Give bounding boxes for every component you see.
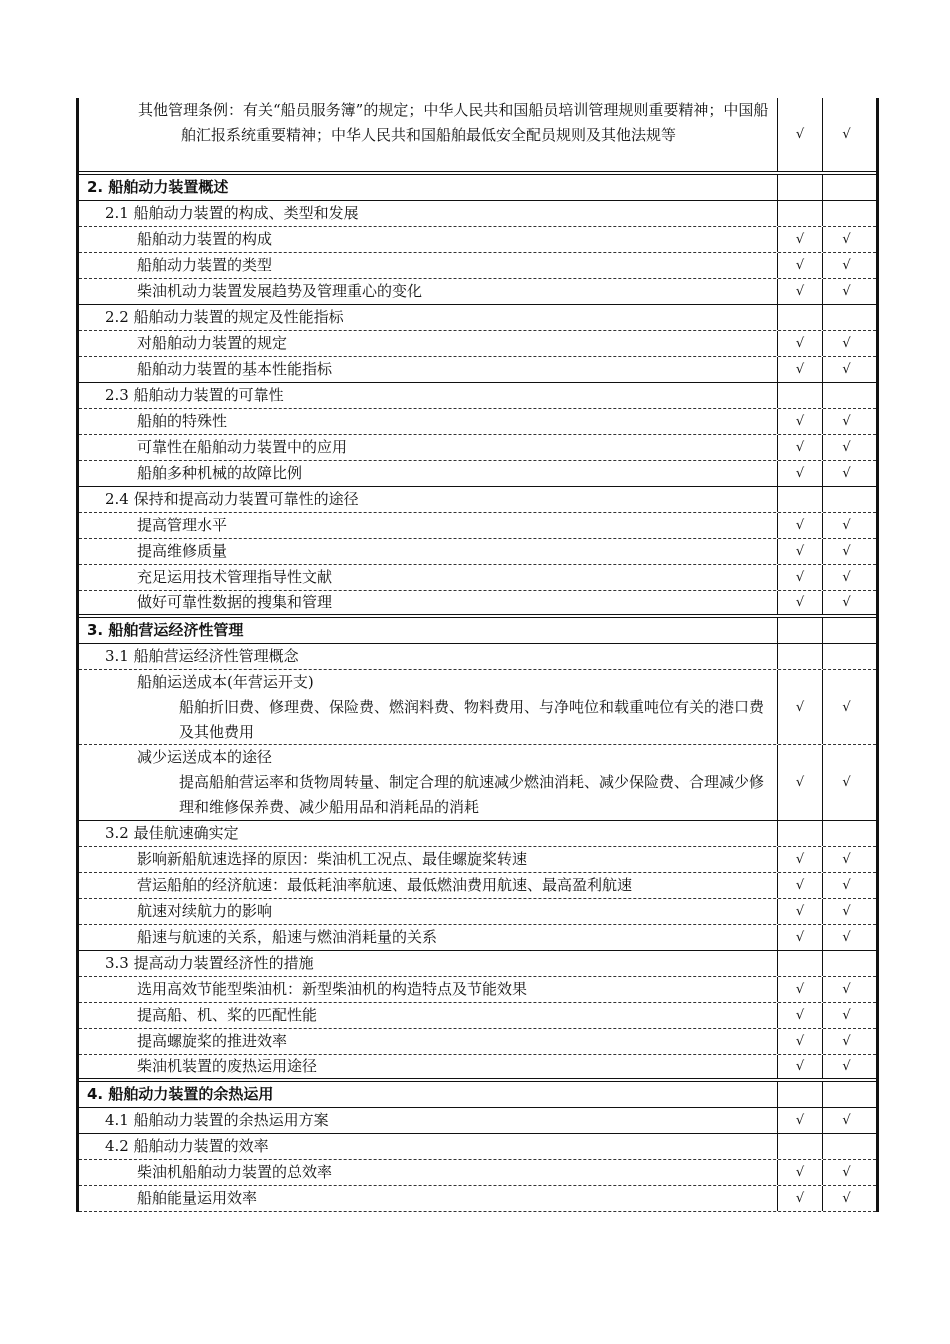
check-mark-col1 <box>778 201 823 226</box>
check-mark-col2: √ <box>842 518 851 533</box>
row-content: 船舶多种机械的故障比例 <box>79 461 778 486</box>
check-mark-col2: √ <box>842 1008 851 1023</box>
check-mark-col2: √ <box>842 284 851 299</box>
row-content: 船速与航速的关系，船速与燃油消耗量的关系 <box>79 925 778 950</box>
check-mark-col2: √ <box>842 878 851 893</box>
row-content: 3.3 提高动力装置经济性的措施 <box>79 951 778 976</box>
table-row <box>79 253 876 279</box>
check-mark-col1: √ <box>778 925 823 950</box>
check-mark-col1: √ <box>778 1055 823 1078</box>
table-row <box>79 383 876 409</box>
check-mark-col2: √ <box>842 466 851 481</box>
row-content: 可靠性在船舶动力装置中的应用 <box>79 435 778 460</box>
row-content: 船舶动力装置的基本性能指标 <box>79 357 778 382</box>
table-row <box>79 1160 876 1186</box>
table-row <box>79 98 876 175</box>
check-mark-col1: √ <box>778 279 823 304</box>
row-content: 3.1 船舶营运经济性管理概念 <box>79 644 778 669</box>
table-row <box>79 461 876 487</box>
table-row <box>79 539 876 565</box>
row-content <box>79 745 778 820</box>
row-content: 其他管理条例：有关“船员服务簿”的规定；中华人民共和国船员培训管理规则重要精神；中国船舶汇报系统重要精神；中华人民共和国船舶最低安全配员规则及其他法规等 <box>79 98 778 171</box>
table-row <box>79 513 876 539</box>
table-row <box>79 487 876 513</box>
check-mark-col2: √ <box>842 336 851 351</box>
row-content: 船舶能量运用效率 <box>79 1186 778 1211</box>
table-row <box>79 1108 876 1134</box>
table-row <box>79 435 876 461</box>
check-mark-col1 <box>778 383 823 408</box>
check-mark-col1 <box>778 175 823 200</box>
item-detail: 船舶折旧费、修理费、保险费、燃润料费、物料费用、与净吨位和载重吨位有关的港口费及其他费用 <box>179 698 765 741</box>
row-content: 3.2 最佳航速确实定 <box>79 821 778 846</box>
check-mark-col1: √ <box>778 1108 823 1133</box>
check-mark-col1: √ <box>778 745 823 820</box>
table-row <box>79 357 876 383</box>
check-mark-col2 <box>823 618 870 643</box>
check-mark-col1: √ <box>778 227 823 252</box>
check-mark-col2: √ <box>842 1191 851 1206</box>
check-mark-col2 <box>823 1082 870 1107</box>
row-content: 提高管理水平 <box>79 513 778 538</box>
row-content: 提高维修质量 <box>79 539 778 564</box>
table-row <box>79 1186 876 1212</box>
check-mark-col2: √ <box>842 1165 851 1180</box>
check-mark-col2: √ <box>842 595 851 610</box>
check-mark-col1: √ <box>778 899 823 924</box>
row-content: 2.3 船舶动力装置的可靠性 <box>79 383 778 408</box>
check-mark-col2: √ <box>842 775 851 790</box>
table-row <box>79 1134 876 1160</box>
check-mark-col2: √ <box>842 232 851 247</box>
row-content: 航速对续航力的影响 <box>79 899 778 924</box>
check-mark-col2: √ <box>842 440 851 455</box>
check-mark-col1: √ <box>778 539 823 564</box>
check-mark-col1 <box>778 644 823 669</box>
table-row <box>79 331 876 357</box>
check-mark-col1: √ <box>778 513 823 538</box>
check-mark-col2 <box>823 201 870 226</box>
check-mark-col1: √ <box>778 331 823 356</box>
check-mark-col1: √ <box>778 1003 823 1028</box>
check-mark-col2: √ <box>842 982 851 997</box>
check-mark-col2 <box>823 305 870 330</box>
table-row <box>79 201 876 227</box>
row-content: 4.1 船舶动力装置的余热运用方案 <box>79 1108 778 1133</box>
check-mark-col2 <box>823 175 870 200</box>
table-row <box>79 644 876 670</box>
table-row <box>79 591 876 618</box>
table-row <box>79 821 876 847</box>
check-mark-col2 <box>823 821 870 846</box>
row-content: 柴油机动力装置发展趋势及管理重心的变化 <box>79 279 778 304</box>
row-content: 提高船、机、桨的匹配性能 <box>79 1003 778 1028</box>
item-detail: 提高船舶营运率和货物周转量、制定合理的航速减少燃油消耗、减少保险费、合理减少修理和维修保养费、减少船用品和消耗品的消耗 <box>179 773 765 816</box>
table-row <box>79 1082 876 1108</box>
row-content <box>79 670 778 744</box>
row-content: 对船舶动力装置的规定 <box>79 331 778 356</box>
check-mark-col1: √ <box>778 253 823 278</box>
row-content: 船舶动力装置的类型 <box>79 253 778 278</box>
check-mark-col2: √ <box>842 1034 851 1049</box>
table-row <box>79 873 876 899</box>
check-mark-col1 <box>778 951 823 976</box>
check-mark-col1 <box>778 1082 823 1107</box>
check-mark-col2: √ <box>842 544 851 559</box>
row-content: 充足运用技术管理指导性文献 <box>79 565 778 590</box>
table-row <box>79 1003 876 1029</box>
check-mark-col2: √ <box>842 570 851 585</box>
check-mark-col2: √ <box>842 1113 851 1128</box>
table-row <box>79 977 876 1003</box>
check-mark-col2 <box>823 644 870 669</box>
check-mark-col1: √ <box>778 977 823 1002</box>
check-mark-col2: √ <box>842 414 851 429</box>
check-mark-col2: √ <box>842 362 851 377</box>
check-mark-col1: √ <box>778 591 823 614</box>
check-mark-col1: √ <box>778 461 823 486</box>
row-content: 提高螺旋桨的推进效率 <box>79 1029 778 1054</box>
check-mark-col2 <box>823 383 870 408</box>
check-mark-col1 <box>778 305 823 330</box>
check-mark-col1: √ <box>778 670 823 744</box>
check-mark-col1 <box>778 1134 823 1159</box>
table-row <box>79 925 876 951</box>
table-row <box>79 1055 876 1082</box>
row-content: 4.2 船舶动力装置的效率 <box>79 1134 778 1159</box>
table-row <box>79 847 876 873</box>
check-mark-col1: √ <box>778 435 823 460</box>
item-title: 船舶运送成本(年营运开支) <box>137 673 314 691</box>
row-content: 选用高效节能型柴油机：新型柴油机的构造特点及节能效果 <box>79 977 778 1002</box>
row-content: 柴油机船舶动力装置的总效率 <box>79 1160 778 1185</box>
check-mark-col1: √ <box>778 98 823 171</box>
check-mark-col1: √ <box>778 873 823 898</box>
table-row <box>79 565 876 591</box>
check-mark-col2 <box>823 487 870 512</box>
row-content: 3. 船舶营运经济性管理 <box>79 618 778 643</box>
table-row <box>79 409 876 435</box>
check-mark-col1: √ <box>778 1029 823 1054</box>
check-mark-col2: √ <box>842 930 851 945</box>
syllabus-table <box>76 98 879 1212</box>
check-mark-col2: √ <box>842 127 851 142</box>
table-row <box>79 618 876 644</box>
row-content: 做好可靠性数据的搜集和管理 <box>79 591 778 614</box>
check-mark-col1: √ <box>778 1160 823 1185</box>
check-mark-col1 <box>778 618 823 643</box>
check-mark-col2 <box>823 951 870 976</box>
table-row <box>79 305 876 331</box>
row-content: 船舶的特殊性 <box>79 409 778 434</box>
table-row <box>79 1029 876 1055</box>
table-row <box>79 670 876 745</box>
check-mark-col2: √ <box>842 699 851 715</box>
row-content: 船舶动力装置的构成 <box>79 227 778 252</box>
check-mark-col1: √ <box>778 847 823 872</box>
check-mark-col2: √ <box>842 904 851 919</box>
check-mark-col1: √ <box>778 1186 823 1211</box>
check-mark-col1: √ <box>778 409 823 434</box>
table-row <box>79 951 876 977</box>
table-row <box>79 745 876 821</box>
row-content: 影响新船航速选择的原因：柴油机工况点、最佳螺旋桨转速 <box>79 847 778 872</box>
check-mark-col1 <box>778 821 823 846</box>
check-mark-col1: √ <box>778 357 823 382</box>
item-title: 减少运送成本的途径 <box>137 748 273 766</box>
row-content: 2. 船舶动力装置概述 <box>79 175 778 200</box>
check-mark-col1 <box>778 487 823 512</box>
check-mark-col1: √ <box>778 565 823 590</box>
row-content: 2.2 船舶动力装置的规定及性能指标 <box>79 305 778 330</box>
table-row <box>79 279 876 305</box>
row-content: 2.4 保持和提高动力装置可靠性的途径 <box>79 487 778 512</box>
check-mark-col2: √ <box>842 1059 851 1074</box>
table-row <box>79 899 876 925</box>
check-mark-col2 <box>823 1134 870 1159</box>
table-row <box>79 175 876 201</box>
row-content: 4. 船舶动力装置的余热运用 <box>79 1082 778 1107</box>
row-content: 2.1 船舶动力装置的构成、类型和发展 <box>79 201 778 226</box>
table-row <box>79 227 876 253</box>
check-mark-col2: √ <box>842 258 851 273</box>
row-content: 营运船舶的经济航速：最低耗油率航速、最低燃油费用航速、最高盈利航速 <box>79 873 778 898</box>
row-content: 柴油机装置的废热运用途径 <box>79 1055 778 1078</box>
check-mark-col2: √ <box>842 852 851 867</box>
